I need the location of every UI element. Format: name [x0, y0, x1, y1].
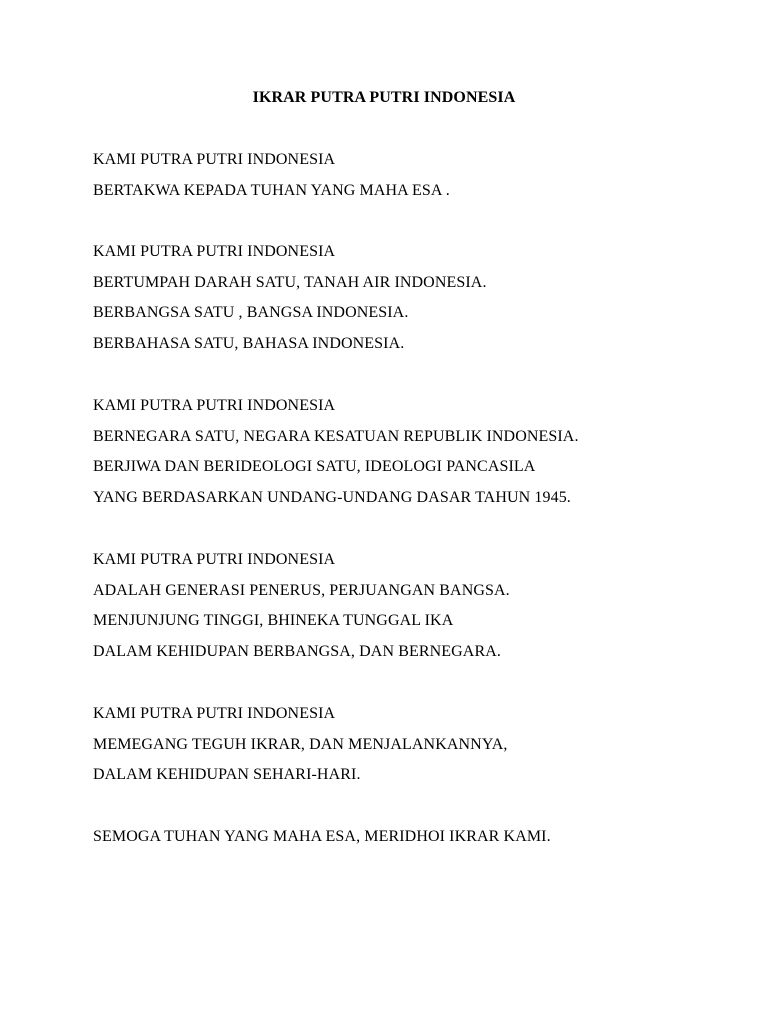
stanza-2-line-3: BERBANGSA SATU , BANGSA INDONESIA.	[93, 304, 409, 321]
stanza-2-line-4: BERBAHASA SATU, BAHASA INDONESIA.	[93, 335, 405, 352]
stanza-4-line-1: KAMI PUTRA PUTRI INDONESIA	[93, 551, 336, 568]
stanza-4-line-2: ADALAH GENERASI PENERUS, PERJUANGAN BANGSA.	[93, 582, 510, 599]
stanza-5-line-3: DALAM KEHIDUPAN SEHARI-HARI.	[93, 766, 361, 783]
stanza-3-line-3: BERJIWA DAN BERIDEOLOGI SATU, IDEOLOGI PANCASILA	[93, 458, 536, 475]
stanza-1-line-2: BERTAKWA KEPADA TUHAN YANG MAHA ESA .	[93, 182, 450, 199]
closing-line: SEMOGA TUHAN YANG MAHA ESA, MERIDHOI IKRAR KAMI.	[93, 828, 551, 845]
stanza-4-line-3: MENJUNJUNG TINGGI, BHINEKA TUNGGAL IKA	[93, 612, 454, 629]
stanza-5-line-2: MEMEGANG TEGUH IKRAR, DAN MENJALANKANNYA,	[93, 736, 508, 753]
stanza-4-line-4: DALAM KEHIDUPAN BERBANGSA, DAN BERNEGARA.	[93, 643, 501, 660]
document-title: IKRAR PUTRA PUTRI INDONESIA	[252, 89, 516, 106]
stanza-2-line-2: BERTUMPAH DARAH SATU, TANAH AIR INDONESIA.	[93, 274, 487, 291]
stanza-2-line-1: KAMI PUTRA PUTRI INDONESIA	[93, 243, 336, 260]
stanza-1-line-1: KAMI PUTRA PUTRI INDONESIA	[93, 151, 336, 168]
stanza-3-line-2: BERNEGARA SATU, NEGARA KESATUAN REPUBLIK INDONESIA.	[93, 428, 579, 445]
stanza-5-line-1: KAMI PUTRA PUTRI INDONESIA	[93, 705, 336, 722]
stanza-3-line-4: YANG BERDASARKAN UNDANG-UNDANG DASAR TAHUN 1945.	[93, 489, 571, 506]
stanza-3-line-1: KAMI PUTRA PUTRI INDONESIA	[93, 397, 336, 414]
